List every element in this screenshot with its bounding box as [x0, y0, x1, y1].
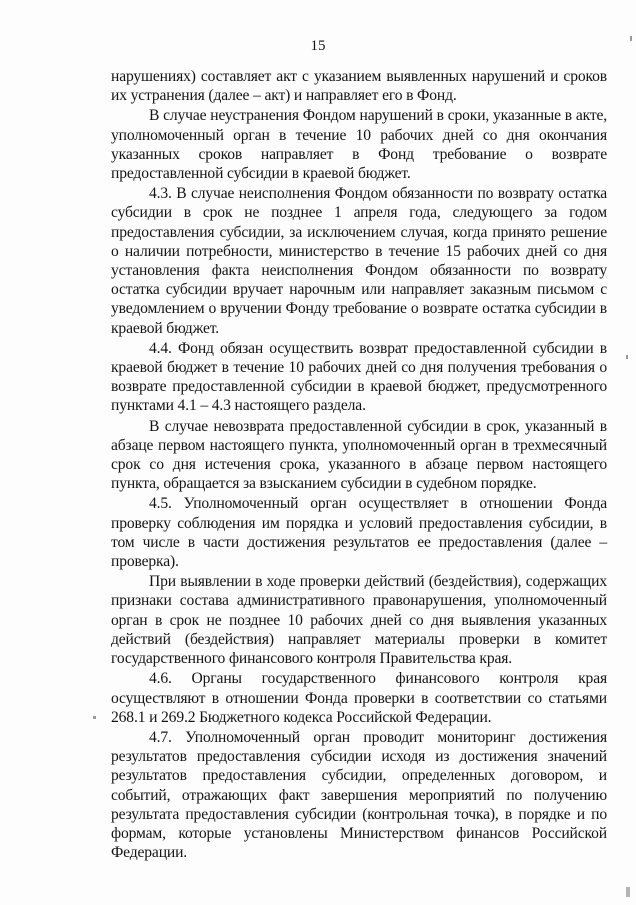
scan-speck [630, 36, 632, 41]
paragraph-4-4: 4.4. Фонд обязан осуществить возврат предоставленной субсидии в краевой бюджет в течение 10 рабочих дней со дня получения требования о возврате предоставленной субсидии в краевой бюджет, предусмотренного пунктами 4.1 – 4.3 настоящего раздела. [111, 339, 607, 415]
paragraph-continuation: нарушениях) составляет акт с указанием выявленных нарушений и сроков их устранения (далее – акт) и направляет его в Фонд. [111, 68, 607, 105]
paragraph-non-remediation: В случае неустранения Фондом нарушений в сроки, указанные в акте, уполномоченный орган в течение 10 рабочих дней со дня окончания указанных сроков направляет в Фонд требование о возврате предоставленной субсидии в краевой бюджет. [111, 107, 607, 183]
scan-speck [626, 887, 630, 897]
paragraph-4-3: 4.3. В случае неисполнения Фондом обязанности по возврату остатка субсидии в срок не позднее 1 апреля года, следующего за годом предоставления субсидии, за исключением случая, когда принято решение о наличии потребности, министерство в течение 15 рабочих дней со дня установления факта неисполнения Фондом обязанности по возврату остатка субсидии вручает нарочным или направляет заказным письмом с уведомлением о вручении Фонду требование о возврате остатка субсидии в краевой бюджет. [111, 185, 607, 337]
scan-speck [626, 355, 628, 359]
paragraph-4-6: 4.6. Органы государственного финансового контроля края осуществляют в отношении Фонда проверки в соответствии со статьями 268.1 и 269.2 Бюджетного кодекса Российской Федерации. [111, 670, 607, 726]
scan-speck [93, 716, 96, 719]
paragraph-non-return: В случае невозврата предоставленной субсидии в срок, указанный в абзаце первом настоящего пункта, уполномоченный орган в трехмесячный срок со дня истечения срока, указанного в абзаце первом настоящего пункта, обращается за взысканием субсидии в судебном порядке. [111, 417, 607, 493]
paragraph-violations: При выявлении в ходе проверки действий (бездействия), содержащих признаки состава административного правонарушения, уполномоченный орган в срок не позднее 10 рабочих дней со дня выявления указанных действий (бездействия) направляет материалы проверки в комитет государственного финансового контроля Правительства края. [111, 573, 607, 668]
paragraph-4-7: 4.7. Уполномоченный орган проводит мониторинг достижения результатов предоставления субсидии исходя из достижения значений результатов предоставления субсидии, определенных договором, и событий, отражающих факт завершения мероприятий по получению результата предоставления субсидии (контрольная точка), в порядке и по формам, которые установлены Министерством финансов Российской Федерации. [111, 728, 607, 862]
page-number: 15 [310, 38, 326, 54]
document-body [111, 67, 607, 862]
paragraph-4-5: 4.5. Уполномоченный орган осуществляет в отношении Фонда проверку соблюдения им порядка и условий предоставления субсидии, в том числе в части достижения результатов ее предоставления (далее – проверка). [111, 495, 607, 571]
